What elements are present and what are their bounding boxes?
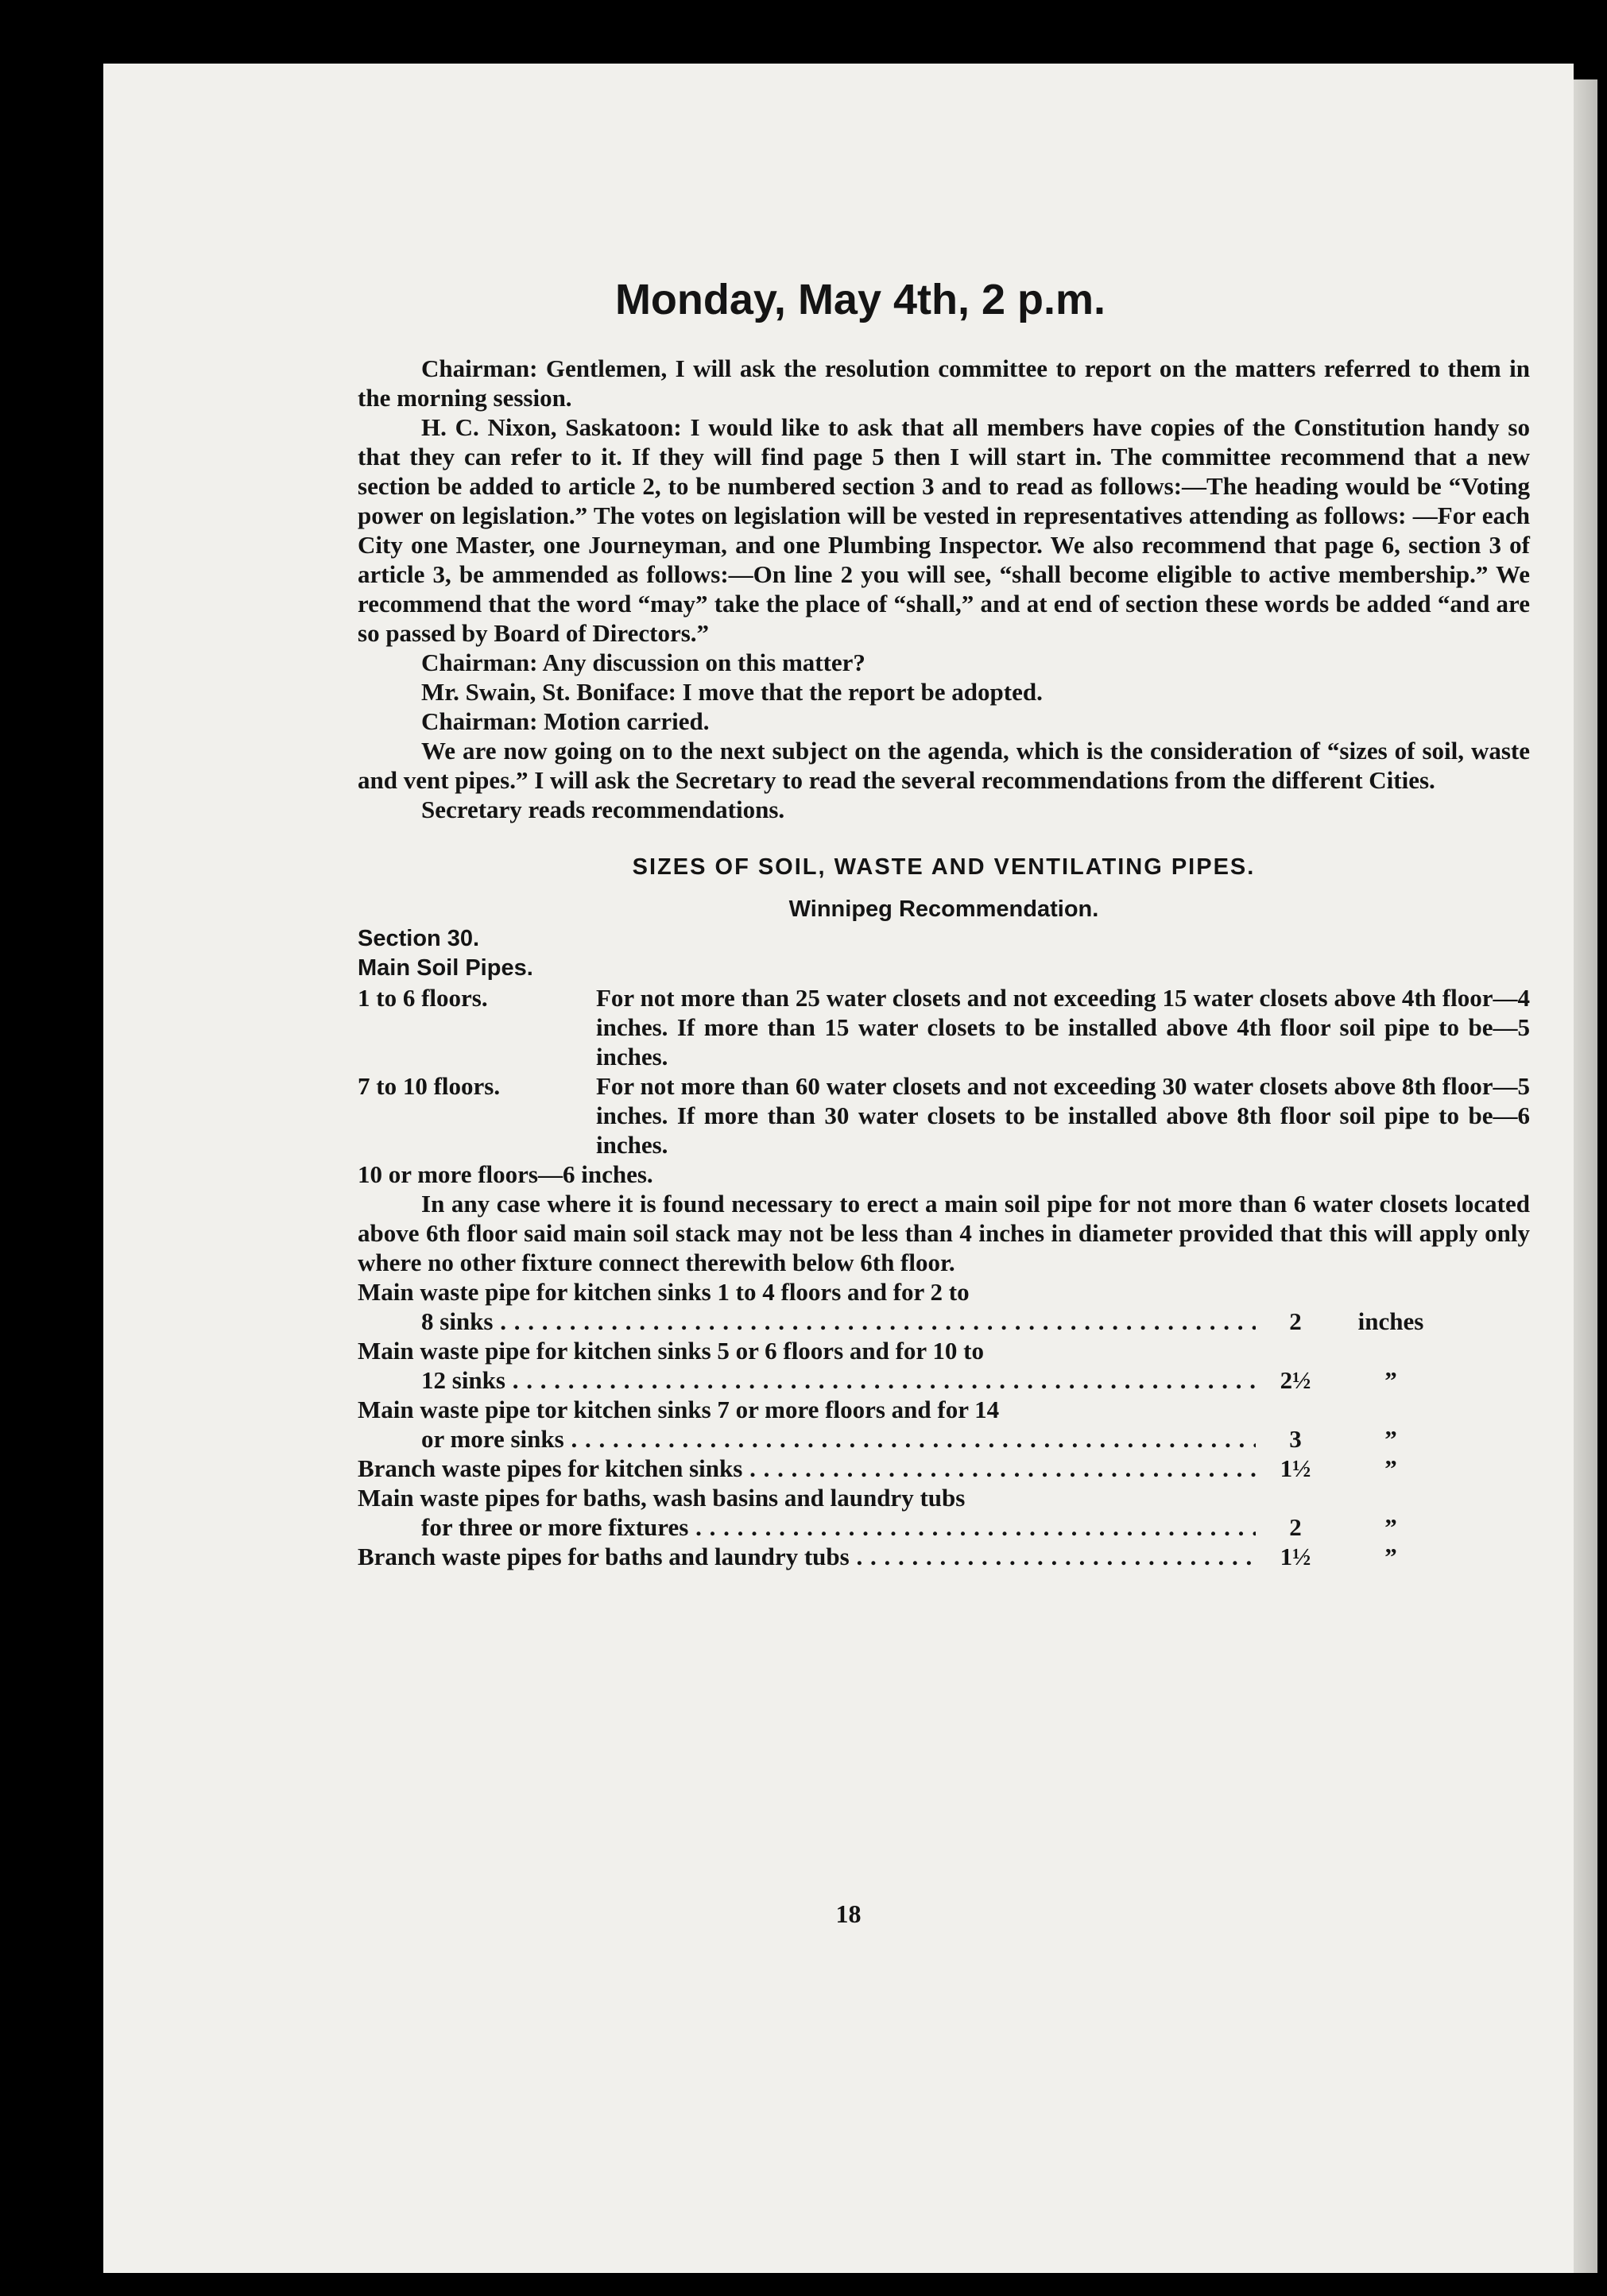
pipe-unit: ” [1384, 1513, 1397, 1541]
pipe-size: 1½ [1280, 1543, 1311, 1570]
section-subheading: Winnipeg Recommendation. [788, 896, 1099, 922]
page-body [358, 354, 1530, 1571]
pipe-unit: ” [1384, 1454, 1397, 1482]
pipe-description-cont: 12 sinks . . . [358, 1365, 1256, 1395]
pipe-description-cont: 8 sinks . . . [358, 1307, 1256, 1336]
pipe-unit: ” [1384, 1366, 1397, 1394]
pipe-size-row [358, 1277, 1530, 1336]
document-page [103, 64, 1574, 2273]
paragraph-chairman-opening [358, 354, 1530, 412]
pipe-description: Main waste pipes for baths, wash basins and laundry tubs [358, 1484, 966, 1512]
paragraph-text: Gentlemen, I will ask the resolution committee to report on the matters referred to them in the morning session. [358, 354, 1530, 412]
page-title: Monday, May 4th, 2 p.m. [614, 276, 1106, 323]
pipe-description-cont: for three or more fixtures . . . [358, 1512, 1256, 1542]
floor-rule [358, 1071, 1530, 1160]
pipe-description-cont: or more sinks . . . [358, 1424, 1256, 1454]
page-edge [1574, 79, 1597, 2273]
pipe-unit: inches [1357, 1307, 1424, 1335]
pipe-description: Main waste pipe for kitchen sinks 1 to 4 floors and for 2 to [358, 1278, 970, 1306]
pipe-size: 2 [1289, 1513, 1302, 1541]
section-heading: SIZES OF SOIL, WASTE AND VENTILATING PIPES. [632, 854, 1256, 880]
pipe-size-row [358, 1336, 1530, 1395]
paragraph-next-subject: We are now going on to the next subject on the agenda, which is the consideration of “sizes of soil, waste and vent pipes.” I will ask the Secretary to read the several recommendations from the different Cities. [358, 737, 1530, 794]
pipe-size-row [358, 1542, 1530, 1571]
paragraph-nixon [358, 412, 1530, 648]
pipe-description: Branch waste pipes for kitchen sinks . . . [358, 1454, 1256, 1483]
paragraph-text: I would like to ask that all members have copies of the Constitution handy so that they can refer to it. If they will find page 5 then I will start in. The committee recommend that a new section be added to article 2, to be numbered section 3 and to read as follows:—The heading would be “Voting power on legislation.” The votes on legislation will be vested in representatives attending as follows: —For each City one Master, one Journeyman, and one Plumbing Inspector. We also recommend that page 6, section 3 of article 3, be ammended as follows:—On line 2 you will see, “shall become eligible to active membership.” We recommend that the word “may” take the place of “shall,” and at end of section these words be added “and are so passed by Board of Directors.” [358, 413, 1530, 647]
floor-label: 1 to 6 floors. [358, 984, 488, 1012]
pipe-unit: ” [1384, 1543, 1397, 1570]
speaker-label: Mr. Swain, St. Boniface: [421, 678, 676, 706]
floor-label: 7 to 10 floors. [358, 1072, 501, 1100]
paragraph-text: Motion carried. [544, 707, 710, 735]
pipe-size: 2 [1289, 1307, 1302, 1335]
paragraph-text: Any discussion on this matter? [542, 649, 865, 676]
pipe-description: Branch waste pipes for baths and laundry tubs . . . [358, 1542, 1256, 1571]
pipe-unit: ” [1384, 1425, 1397, 1453]
paragraph-chairman-discussion [358, 648, 1530, 677]
paragraph-secretary: Secretary reads recommendations. [421, 796, 785, 823]
pipe-size: 2½ [1280, 1366, 1311, 1394]
speaker-label: Chairman: [421, 649, 538, 676]
pipe-size-row [358, 1395, 1530, 1454]
floor-rule [358, 983, 1530, 1071]
section-number: Section 30. [358, 926, 480, 951]
page-number: 18 [835, 1899, 862, 1928]
paragraph-swain [358, 677, 1530, 707]
floor-text: For not more than 25 water closets and not exceeding 15 water closets above 4th floor—4 inches. If more than 15 water closets to be installed above 4th floor soil pipe to be—5 inches. [596, 984, 1530, 1071]
paragraph-any-case: In any case where it is found necessary to erect a main soil pipe for not more than 6 water closets located above 6th floor said main soil stack may not be less than 4 inches in diameter provided that this will apply only where no other fixture connect therewith below 6th floor. [358, 1190, 1530, 1276]
pipe-description: Main waste pipe tor kitchen sinks 7 or more floors and for 14 [358, 1396, 1000, 1423]
paragraph-chairman-motion [358, 707, 1530, 736]
section-subtitle: Main Soil Pipes. [358, 955, 533, 981]
floor-text: For not more than 60 water closets and not exceeding 30 water closets above 8th floor—5 inches. If more than 30 water closets to be installed above 8th floor soil pipe to be—6 inches. [596, 1072, 1530, 1159]
ten-or-more-floors: 10 or more floors—6 inches. [358, 1160, 653, 1188]
pipe-size-row [358, 1483, 1530, 1542]
speaker-label: Chairman: [421, 354, 538, 382]
pipe-size-row [358, 1454, 1530, 1483]
pipe-size: 1½ [1280, 1454, 1311, 1482]
paragraph-text: I move that the report be adopted. [682, 678, 1043, 706]
pipe-description: Main waste pipe for kitchen sinks 5 or 6 floors and for 10 to [358, 1337, 984, 1365]
pipe-size: 3 [1289, 1425, 1302, 1453]
speaker-label: Chairman: [421, 707, 538, 735]
speaker-label: H. C. Nixon, Saskatoon: [421, 413, 682, 441]
